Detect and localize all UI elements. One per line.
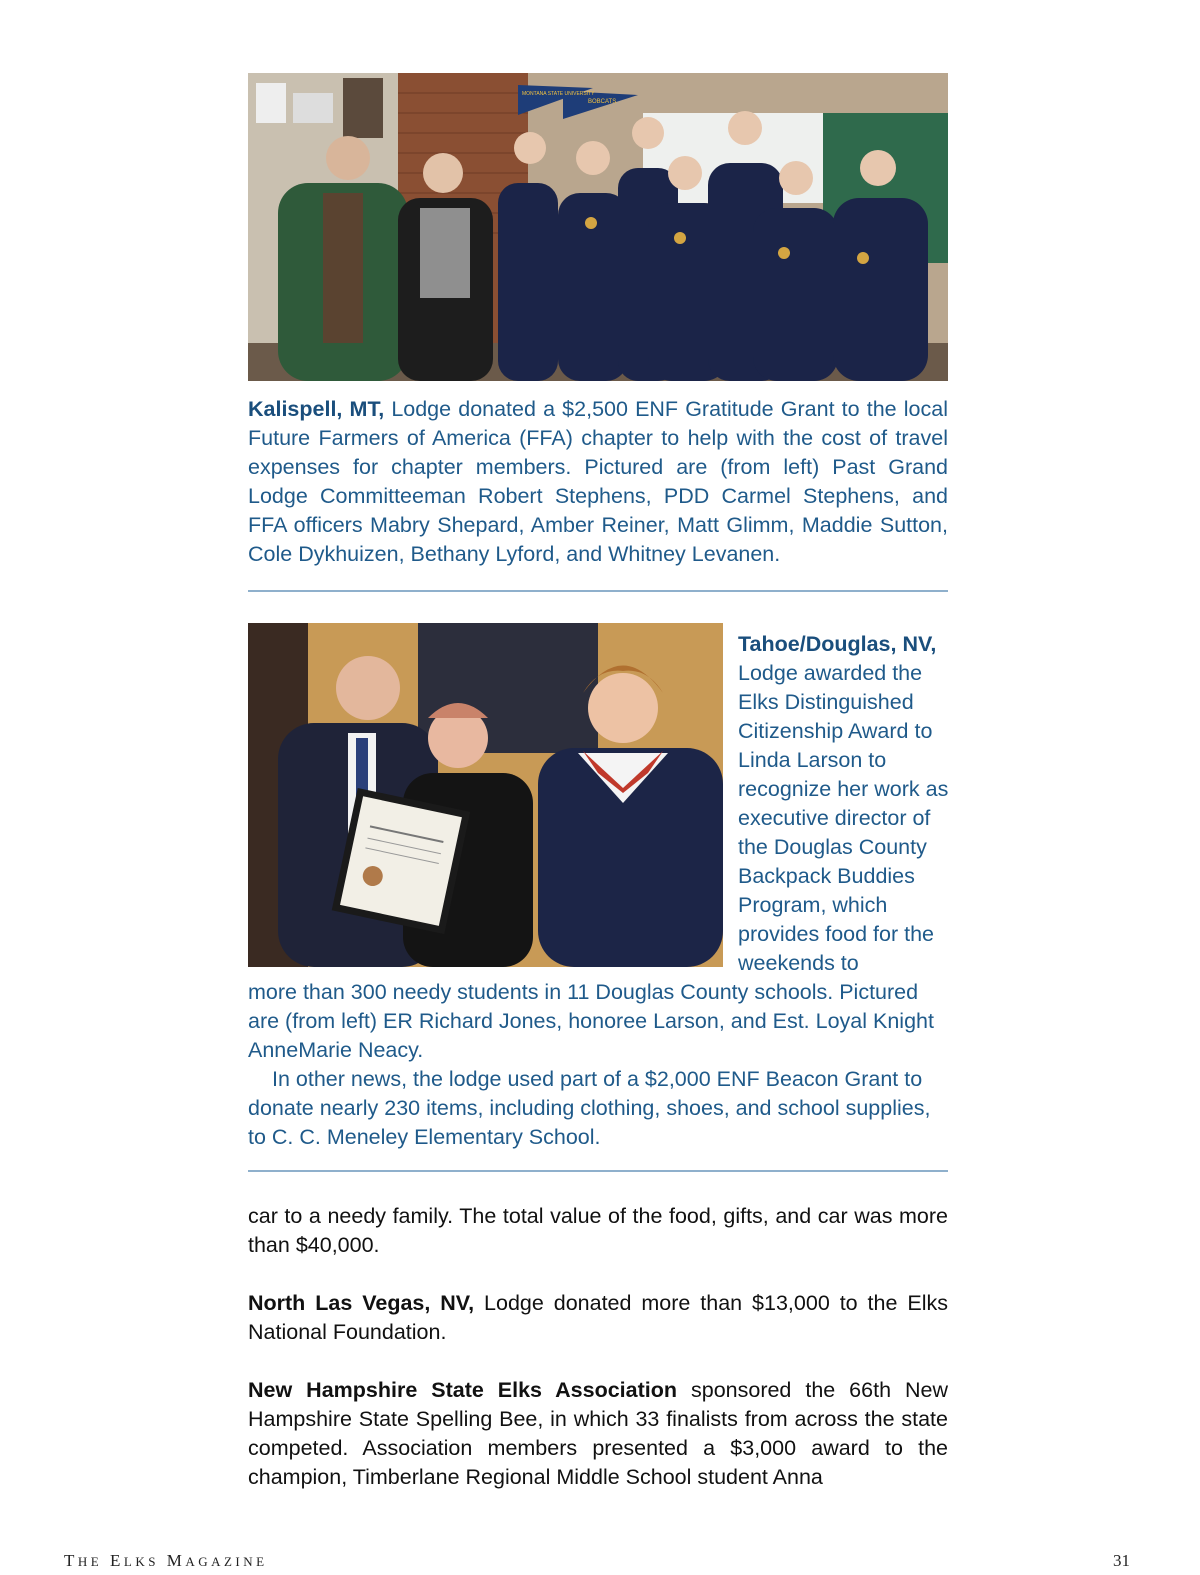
- magazine-name-part: LKS: [123, 1554, 159, 1569]
- body-paragraph-lead: New Hampshire State Elks Association: [248, 1378, 678, 1402]
- tahoe-douglas-photo: [248, 623, 723, 967]
- body-paragraph: [248, 1376, 948, 1492]
- body-paragraph-text: car to a needy family. The total value of the food, gifts, and car was more than $40,000.: [248, 1204, 948, 1257]
- tahoe-douglas-photo-illustration: [248, 623, 723, 967]
- tahoe-caption-full: [248, 978, 948, 1152]
- magazine-name-part: HE: [77, 1554, 103, 1569]
- kalispell-caption: [248, 395, 948, 569]
- tahoe-caption-side: [738, 630, 953, 978]
- kalispell-caption-place: Kalispell, MT,: [248, 397, 385, 421]
- section-divider: [248, 590, 948, 592]
- body-paragraph: [248, 1289, 948, 1347]
- tahoe-caption-place: Tahoe/Douglas, NV,: [738, 632, 937, 656]
- pennant-left-text: MONTANA STATE UNIVERSITY: [522, 91, 595, 97]
- body-paragraph: [248, 1202, 948, 1260]
- tahoe-caption-side-text: Lodge awarded the Elks Distinguished Citizenship Award to Linda Larson to recognize her work as executive director of the Douglas County Backpack Buddies Program, which provides food for the weekends to: [738, 661, 949, 975]
- magazine-name-part: E: [109, 1551, 124, 1570]
- body-paragraph-text: Lodge donated more than $13,000 to the Elks National Foundation.: [248, 1291, 948, 1344]
- magazine-name-part: M: [166, 1551, 186, 1570]
- tahoe-caption-continued: more than 300 needy students in 11 Douglas County schools. Pictured are (from left) ER Richard Jones, honoree Larson, and Est. Loyal Knight AnneMarie Neacy.: [248, 980, 934, 1062]
- page-number: 31: [1113, 1551, 1130, 1570]
- kalispell-photo: [248, 73, 948, 381]
- magazine-name-part: T: [64, 1551, 78, 1570]
- tahoe-caption-second-paragraph: In other news, the lodge used part of a $2,000 ENF Beacon Grant to donate nearly 230 items, including clothing, shoes, and school supplies, to C. C. Meneley Elementary School.: [248, 1067, 931, 1149]
- body-paragraph-text: sponsored the 66th New Hampshire State Spelling Bee, in which 33 finalists from across the state competed. Association members presented a $3,000 award to the champion, Timberlane Regional Middle School student Anna: [248, 1378, 948, 1489]
- section-divider: [248, 1170, 948, 1172]
- body-paragraph-lead: North Las Vegas, NV,: [248, 1291, 475, 1315]
- kalispell-caption-text: Lodge donated a $2,500 ENF Gratitude Grant to the local Future Farmers of America (FFA) chapter to help with the cost of travel expenses for chapter members. Pictured are (from left) Past Grand Lodge Committeeman Robert Stephens, PDD Carmel Stephens, and FFA officers Mabry Shepard, Amber Reiner, Matt Glimm, Maddie Sutton, Cole Dykhuizen, Bethany Lyford, and Whitney Levanen.: [248, 397, 948, 566]
- kalispell-photo-illustration: [248, 73, 948, 381]
- pennant-right-text: BOBCATS: [588, 99, 617, 105]
- magazine-name: [64, 1551, 268, 1571]
- magazine-name-part: AGAZINE: [185, 1554, 268, 1569]
